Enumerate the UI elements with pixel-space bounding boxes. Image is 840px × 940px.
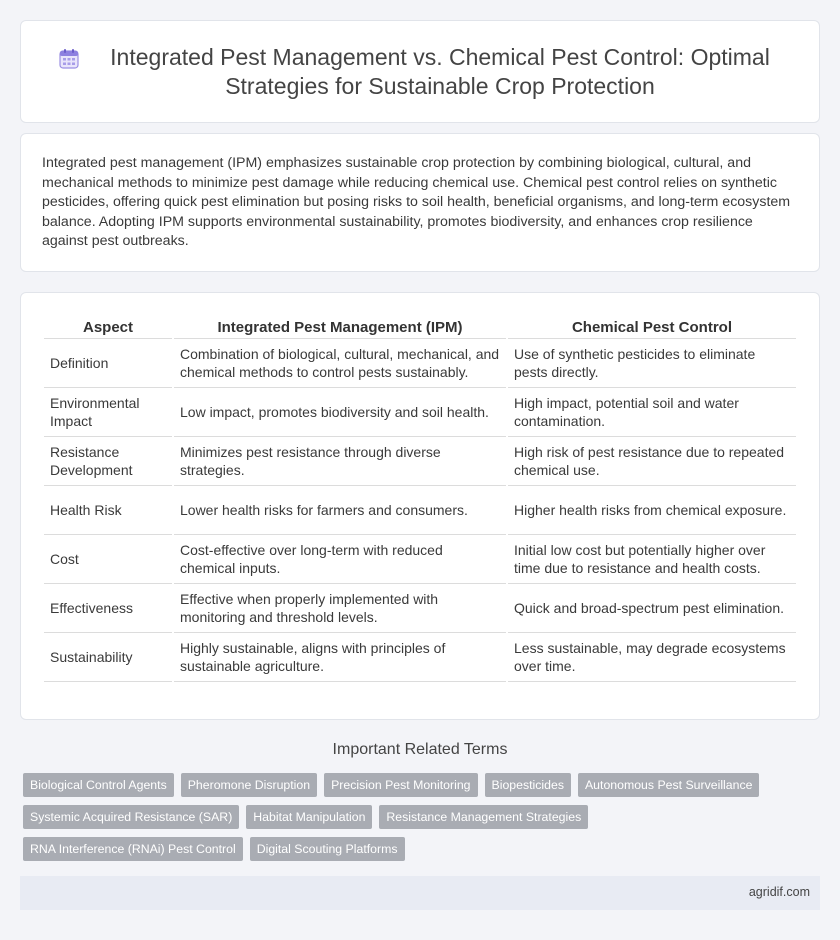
tag-pheromone-disruption[interactable]: Pheromone Disruption (181, 773, 317, 797)
title-card (20, 20, 820, 123)
row-ipm: Combination of biological, cultural, mechanical, and chemical methods to control pests sustainably. (174, 339, 506, 388)
tag-precision-pest-monitoring[interactable]: Precision Pest Monitoring (324, 773, 477, 797)
row-chemical: Less sustainable, may degrade ecosystems over time. (508, 633, 796, 682)
row-ipm: Cost-effective over long-term with reduced chemical inputs. (174, 535, 506, 584)
row-ipm: Lower health risks for farmers and consumers. (174, 486, 506, 535)
page-title: Integrated Pest Management vs. Chemical Pest Control: Optimal Strategies for Sustainable Crop Protection (110, 43, 770, 99)
tag-rna-interference-pest-control[interactable]: RNA Interference (RNAi) Pest Control (23, 837, 243, 861)
header-ipm: Integrated Pest Management (IPM) (174, 315, 506, 339)
header-chemical: Chemical Pest Control (508, 315, 796, 339)
row-ipm: Highly sustainable, aligns with principles of sustainable agriculture. (174, 633, 506, 682)
intro-paragraph: Integrated pest management (IPM) emphasizes sustainable crop protection by combining biological, cultural, and mechanical methods to minimize pest damage while reducing chemical use. Chemical pest control relies on synthetic pesticides, offering quick pest elimination but posing risks to soil health, beneficial organisms, and long-term ecosystem balance. Adopting IPM supports environmental sustainability, promotes biodiversity, and enhances crop resilience against pest outbreaks. (42, 155, 791, 250)
tag-biological-control-agents[interactable]: Biological Control Agents (23, 773, 174, 797)
row-aspect: Definition (44, 339, 172, 388)
row-chemical: Use of synthetic pesticides to eliminate pests directly. (508, 339, 796, 388)
row-ipm: Effective when properly implemented with monitoring and threshold levels. (174, 584, 506, 633)
tag-habitat-manipulation[interactable]: Habitat Manipulation (246, 805, 372, 829)
row-ipm: Low impact, promotes biodiversity and soil health. (174, 388, 506, 437)
table-row (44, 339, 796, 388)
header-aspect: Aspect (44, 315, 172, 339)
tag-resistance-management-strategies[interactable]: Resistance Management Strategies (379, 805, 588, 829)
table-row (44, 486, 796, 535)
table-row (44, 633, 796, 682)
row-aspect: Sustainability (44, 633, 172, 682)
tag-autonomous-pest-surveillance[interactable]: Autonomous Pest Surveillance (578, 773, 759, 797)
footer (20, 876, 820, 910)
table-header-row (44, 315, 796, 339)
tag-digital-scouting-platforms[interactable]: Digital Scouting Platforms (250, 837, 405, 861)
row-aspect: Cost (44, 535, 172, 584)
row-aspect: Health Risk (44, 486, 172, 535)
comparison-table-card (20, 292, 820, 720)
table-row (44, 388, 796, 437)
row-chemical: Initial low cost but potentially higher over time due to resistance and health costs. (508, 535, 796, 584)
table-row (44, 535, 796, 584)
table-row (44, 437, 796, 486)
comparison-table (42, 315, 798, 682)
row-aspect: Effectiveness (44, 584, 172, 633)
row-chemical: Higher health risks from chemical exposure. (508, 486, 796, 535)
footer-site-link[interactable]: agridif.com (748, 885, 810, 899)
intro-card (20, 133, 820, 272)
tag-biopesticides[interactable]: Biopesticides (485, 773, 571, 797)
row-chemical: High impact, potential soil and water contamination. (508, 388, 796, 437)
row-chemical: Quick and broad-spectrum pest elimination. (508, 584, 796, 633)
related-terms-title: Important Related Terms (332, 741, 508, 758)
row-chemical: High risk of pest resistance due to repeated chemical use. (508, 437, 796, 486)
table-row (44, 584, 796, 633)
related-terms-list (23, 773, 813, 869)
row-aspect: Resistance Development (44, 437, 172, 486)
row-ipm: Minimizes pest resistance through diverse strategies. (174, 437, 506, 486)
row-aspect: Environmental Impact (44, 388, 172, 437)
tag-systemic-acquired-resistance[interactable]: Systemic Acquired Resistance (SAR) (23, 805, 239, 829)
